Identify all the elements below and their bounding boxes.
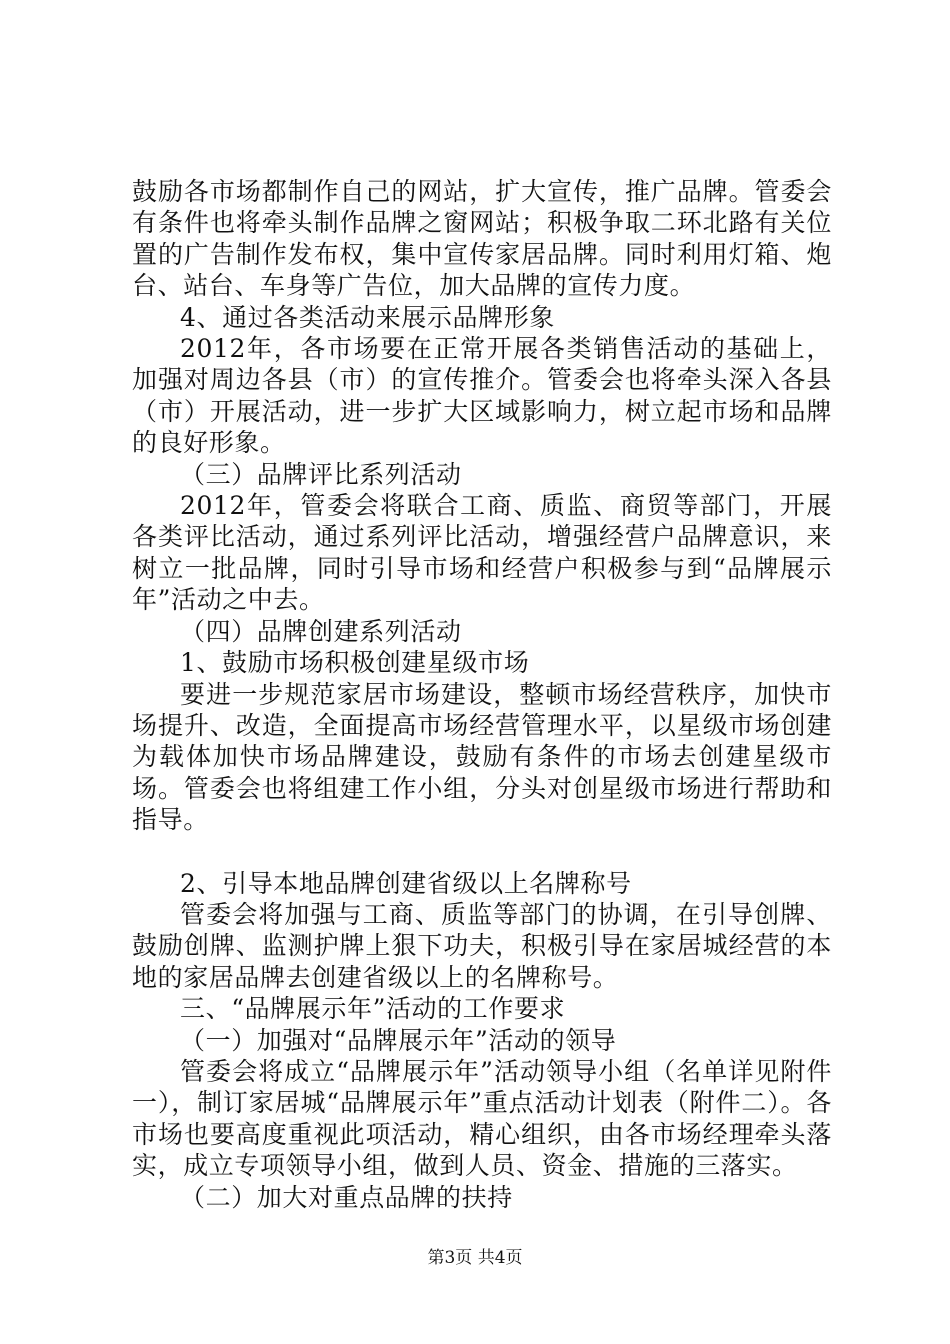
paragraph-star-market: 要进一步规范家居市场建设，整顿市场经营秩序，加快市场提升、改造，全面提高市场经营管理水平，以星级市场创建为载体加快市场品牌建设，鼓励有条件的市场去创建星级市场。管委会也将组建工作小组，分头对创星级市场进行帮助和指导。: [132, 679, 832, 835]
paragraph-spacer: [132, 836, 832, 868]
paragraph-promotion: 鼓励各市场都制作自己的网站，扩大宣传，推广品牌。管委会有条件也将牵头制作品牌之窗网站；积极争取二环北路有关位置的广告制作发布权，集中宣传家居品牌。同时利用灯箱、炮台、站台、车身等广告位，加大品牌的宣传力度。: [132, 177, 832, 301]
paragraph-appraisal: 2012年，管委会将联合工商、质监、商贸等部门，开展各类评比活动，通过系列评比活动，增强经营户品牌意识，来树立一批品牌，同时引导市场和经营户积极参与到“品牌展示年”活动之中去。: [132, 491, 832, 615]
document-body: [132, 176, 832, 1213]
heading-support: （二）加大对重点品牌的扶持: [180, 1182, 513, 1212]
page-number-footer: 第3页 共4页: [427, 1248, 523, 1268]
paragraph-activities: 2012年，各市场要在正常开展各类销售活动的基础上，加强对周边各县（市）的宣传推介。管委会也将牵头深入各县（市）开展活动，进一步扩大区域影响力，树立起市场和品牌的良好形象。: [132, 334, 832, 458]
heading-section-three: （三）品牌评比系列活动: [180, 459, 462, 489]
heading-leadership: （一）加强对“品牌展示年”活动的领导: [180, 1025, 617, 1055]
heading-star-market: 1、鼓励市场积极创建星级市场: [180, 648, 530, 678]
heading-section-four: （四）品牌创建系列活动: [180, 616, 462, 646]
heading-activities: 4、通过各类活动来展示品牌形象: [180, 302, 555, 332]
paragraph-local-brand: 管委会将加强与工商、质监等部门的协调，在引导创牌、鼓励创牌、监测护牌上狠下功夫，积极引导在家居城经营的本地的家居品牌去创建省级以上的名牌称号。: [132, 899, 832, 992]
heading-requirements: 三、“品牌展示年”活动的工作要求: [180, 994, 566, 1024]
paragraph-leadership: 管委会将成立“品牌展示年”活动领导小组（名单详见附件一），制订家居城“品牌展示年”重点活动计划表（附件二）。各市场也要高度重视此项活动，精心组织，由各市场经理牵头落实，成立专项领导小组，做到人员、资金、措施的三落实。: [132, 1056, 832, 1181]
heading-local-brand: 2、引导本地品牌创建省级以上名牌称号: [180, 868, 632, 898]
